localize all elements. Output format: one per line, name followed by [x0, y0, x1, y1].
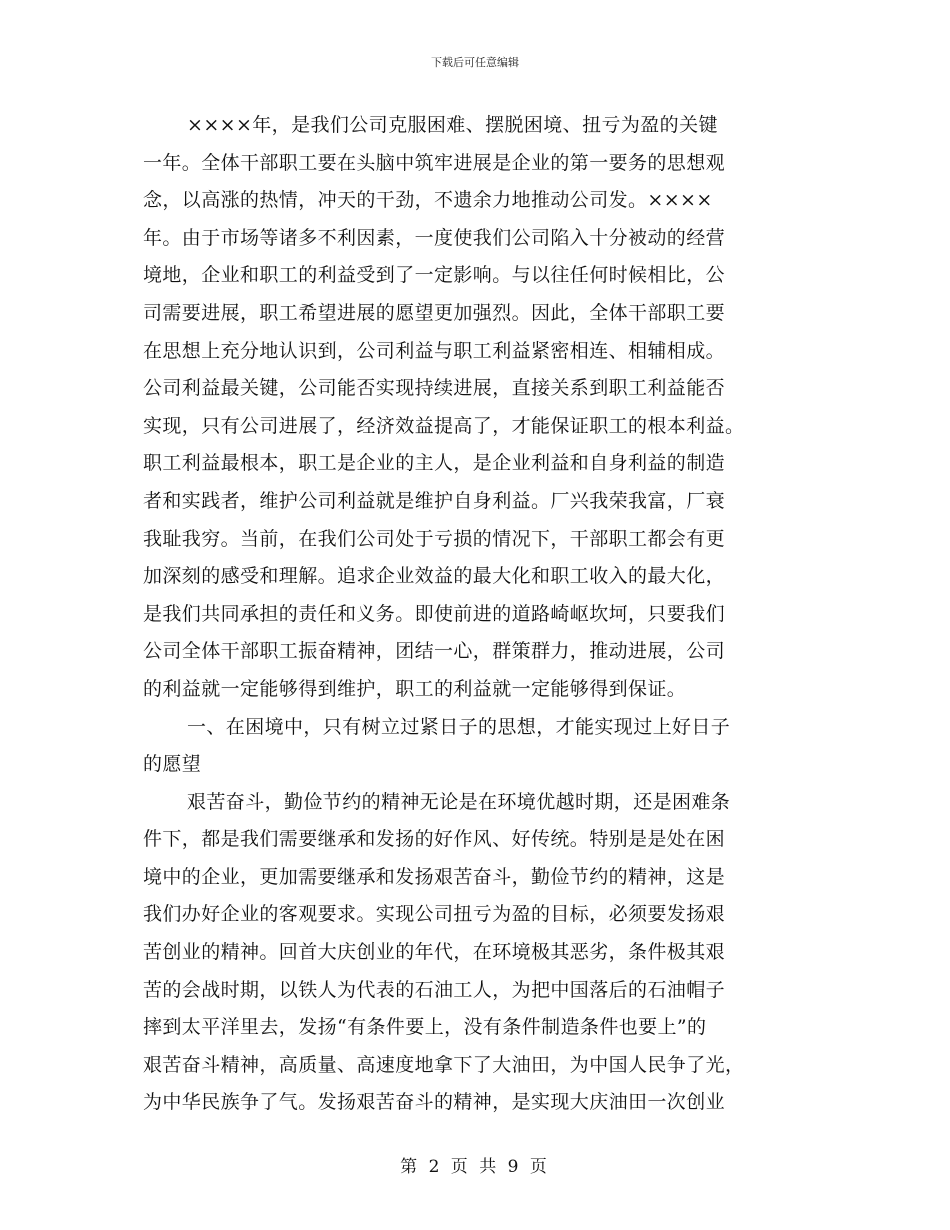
text-line: 念，以高涨的热情，冲天的干劲，不遗余力地推动公司发。××××: [143, 189, 713, 212]
text-line: 公司全体干部职工振奋精神，团结一心，群策群力，推动进展，公司: [143, 640, 726, 663]
text-line: 艰苦奋斗精神，高质量、高速度地拿下了大油田，为中国人民争了光，: [143, 1053, 745, 1076]
section-heading: [143, 709, 813, 784]
text-line: 艰苦奋斗，勤俭节约的精神无论是在环境优越时期，还是困难条: [187, 790, 731, 813]
text-line: 是我们共同承担的责任和义务。即使前进的道路崎岖坎坷，只要我们: [143, 602, 726, 625]
heading-line: 一、在困境中，只有树立过紧日子的思想，才能实现过上好日子: [187, 715, 731, 738]
text-line: 者和实践者，维护公司利益就是维护自身利益。厂兴我荣我富，厂衰: [143, 489, 726, 512]
page-header: 下载后可任意编辑: [431, 56, 519, 69]
text-line: 苦创业的精神。回首大庆创业的年代，在环境极其恶劣，条件极其艰: [143, 941, 726, 964]
text-line: 加深刻的感受和理解。追求企业效益的最大化和职工收入的最大化，: [143, 565, 726, 588]
text-line: 境中的企业，更加需要继承和发扬艰苦奋斗，勤俭节约的精神，这是: [143, 865, 726, 888]
heading-line: 的愿望: [143, 753, 202, 776]
text-line: 境地，企业和职工的利益受到了一定影响。与以往任何时候相比，公: [143, 264, 726, 287]
text-line: 摔到太平洋里去，发扬“有条件要上，没有条件制造条件也要上”的: [143, 1016, 707, 1039]
page-footer: 第 2 页 共 9 页: [400, 1157, 550, 1177]
document-body: [143, 107, 813, 1122]
text-line: 公司利益最关键，公司能否实现持续进展，直接关系到职工利益能否: [143, 377, 726, 400]
text-line: 的利益就一定能够得到维护，职工的利益就一定能够得到保证。: [143, 677, 687, 700]
text-line: 在思想上充分地认识到，公司利益与职工利益紧密相连、相辅相成。: [143, 339, 726, 362]
paragraph-1: [143, 107, 813, 709]
text-line: 件下，都是我们需要继承和发扬的好作风、好传统。特别是是处在困: [143, 828, 726, 851]
text-line: 年。由于市场等诸多不利因素，一度使我们公司陷入十分被动的经营: [143, 226, 726, 249]
text-line: 苦的会战时期，以铁人为代表的石油工人，为把中国落后的石油帽子: [143, 978, 726, 1001]
text-line: 为中华民族争了气。发扬艰苦奋斗的精神，是实现大庆油田一次创业: [143, 1091, 726, 1114]
text-line: 我耻我穷。当前，在我们公司处于亏损的情况下，干部职工都会有更: [143, 527, 726, 550]
paragraph-2: [143, 784, 813, 1122]
text-line: 我们办好企业的客观要求。实现公司扭亏为盈的目标，必须要发扬艰: [143, 903, 726, 926]
text-line: 司需要进展，职工希望进展的愿望更加强烈。因此，全体干部职工要: [143, 301, 726, 324]
text-line: 一年。全体干部职工要在头脑中筑牢进展是企业的第一要务的思想观: [143, 151, 726, 174]
text-line: 职工利益最根本，职工是企业的主人，是企业利益和自身利益的制造: [143, 452, 726, 475]
text-line: 实现，只有公司进展了，经济效益提高了，才能保证职工的根本利益。: [143, 414, 745, 437]
text-line: ××××年，是我们公司克服困难、摆脱困境、扭亏为盈的关键: [187, 114, 718, 136]
